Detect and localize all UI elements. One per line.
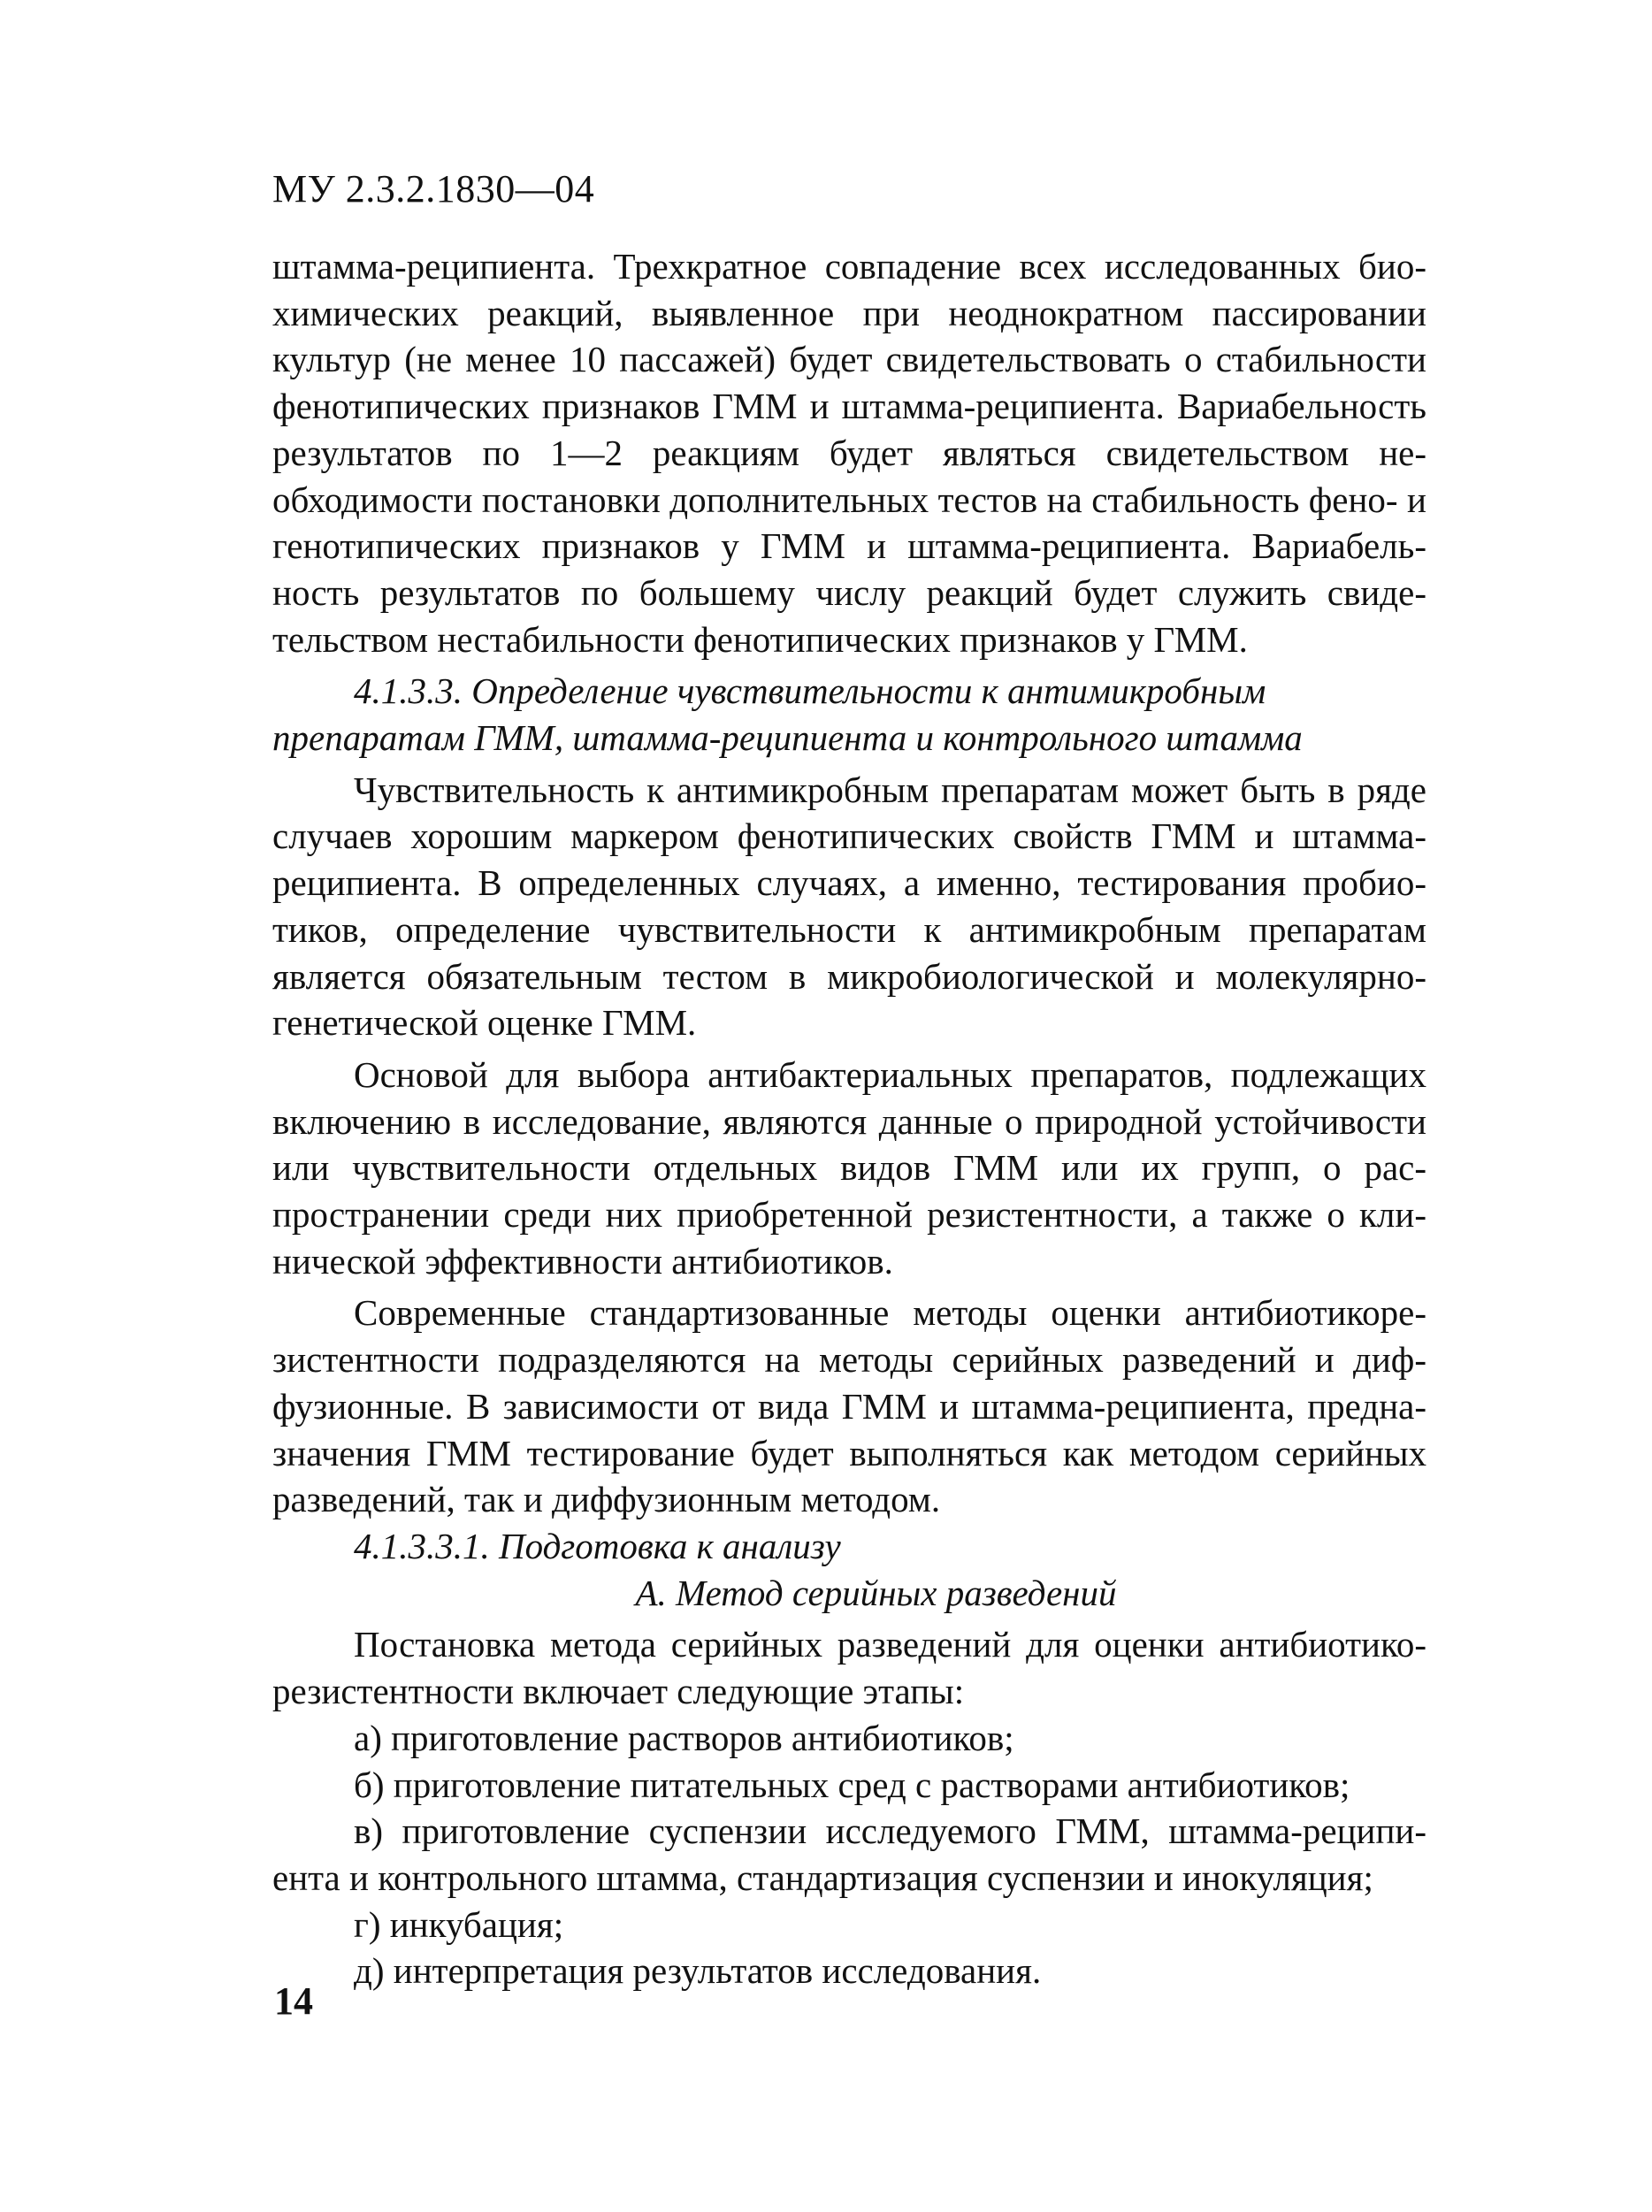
- list-item: г) инкубация;: [354, 1903, 564, 1945]
- document-code-header: МУ 2.3.2.1830—04: [272, 167, 595, 210]
- paragraph-methods: Современные стандартизованные методы оценки антибиотикорезистентности подразделяются на методы серийных разведений и диффузионные. В зависимости от вида ГММ и штамма-реципиента, предназначения ГММ тестирование будет выполняться как методом серийных разведений, так и диффузионным методом.: [272, 1292, 1426, 1520]
- subheading-serial-dilution: А. Метод серийных разведений: [635, 1572, 1117, 1613]
- paragraph-sensitivity: Чувствительность к антимикробным препаратам может быть в ряде случаев хорошим маркером фенотипических свойств ГММ и штамма-реципиента. В определенных случаях, а именно, тестирования пробиотиков, определение чувствительности к антимикробным препаратам является обязательным тестом в микробиологической и молекулярно-генетической оценке ГММ.: [272, 769, 1426, 1044]
- document-body: [272, 243, 1426, 1994]
- list-item: д) интерпретация результатов исследования.: [354, 1950, 1042, 1992]
- list-item: б) приготовление питательных сред с растворами антибиотиков;: [354, 1764, 1350, 1805]
- paragraph-stages: Постановка метода серийных разведений для оценки антибиотикорезистентности включает следующие этапы:: [272, 1624, 1426, 1712]
- section-heading-4-1-3-3: 4.1.3.3. Определение чувствительности к антимикробным препаратам ГММ, штамма-реципиента и контрольного штамма: [272, 670, 1303, 759]
- list-item: а) приготовление растворов антибиотиков;: [354, 1717, 1014, 1758]
- section-heading-4-1-3-3-1: 4.1.3.3.1. Подготовка к анализу: [354, 1525, 841, 1566]
- page-number: 14: [274, 1979, 313, 2023]
- paragraph-basis: Основой для выбора антибактериальных препаратов, подлежащих включению в исследование, являются данные о природной устойчивости или чувствительности отдельных видов ГММ или их групп, о распространении среди них приобретенной резистентности, а также о клинической эффективности антибиотиков.: [272, 1053, 1426, 1282]
- list-item: в) приготовление суспензии исследуемого ГММ, штамма-реципиента и контрольного штамма, стандартизация суспензии и инокуляция;: [272, 1810, 1426, 1898]
- paragraph-continuation: штамма-реципиента. Трехкратное совпадение всех исследованных биохимических реакций, выявленное при неоднократном пассировании культур (не менее 10 пассажей) будет свидетельствовать о стабильности фенотипических признаков ГММ и штамма-реципиента. Вариабельность результатов по 1—2 реакциям будет являться свидетельством необходимости постановки дополнительных тестов на стабильность фено- и генотипических признаков у ГММ и штамма-реципиента. Вариабельность результатов по большему числу реакций будет служить свидетельством нестабильности фенотипических признаков у ГММ.: [272, 246, 1426, 660]
